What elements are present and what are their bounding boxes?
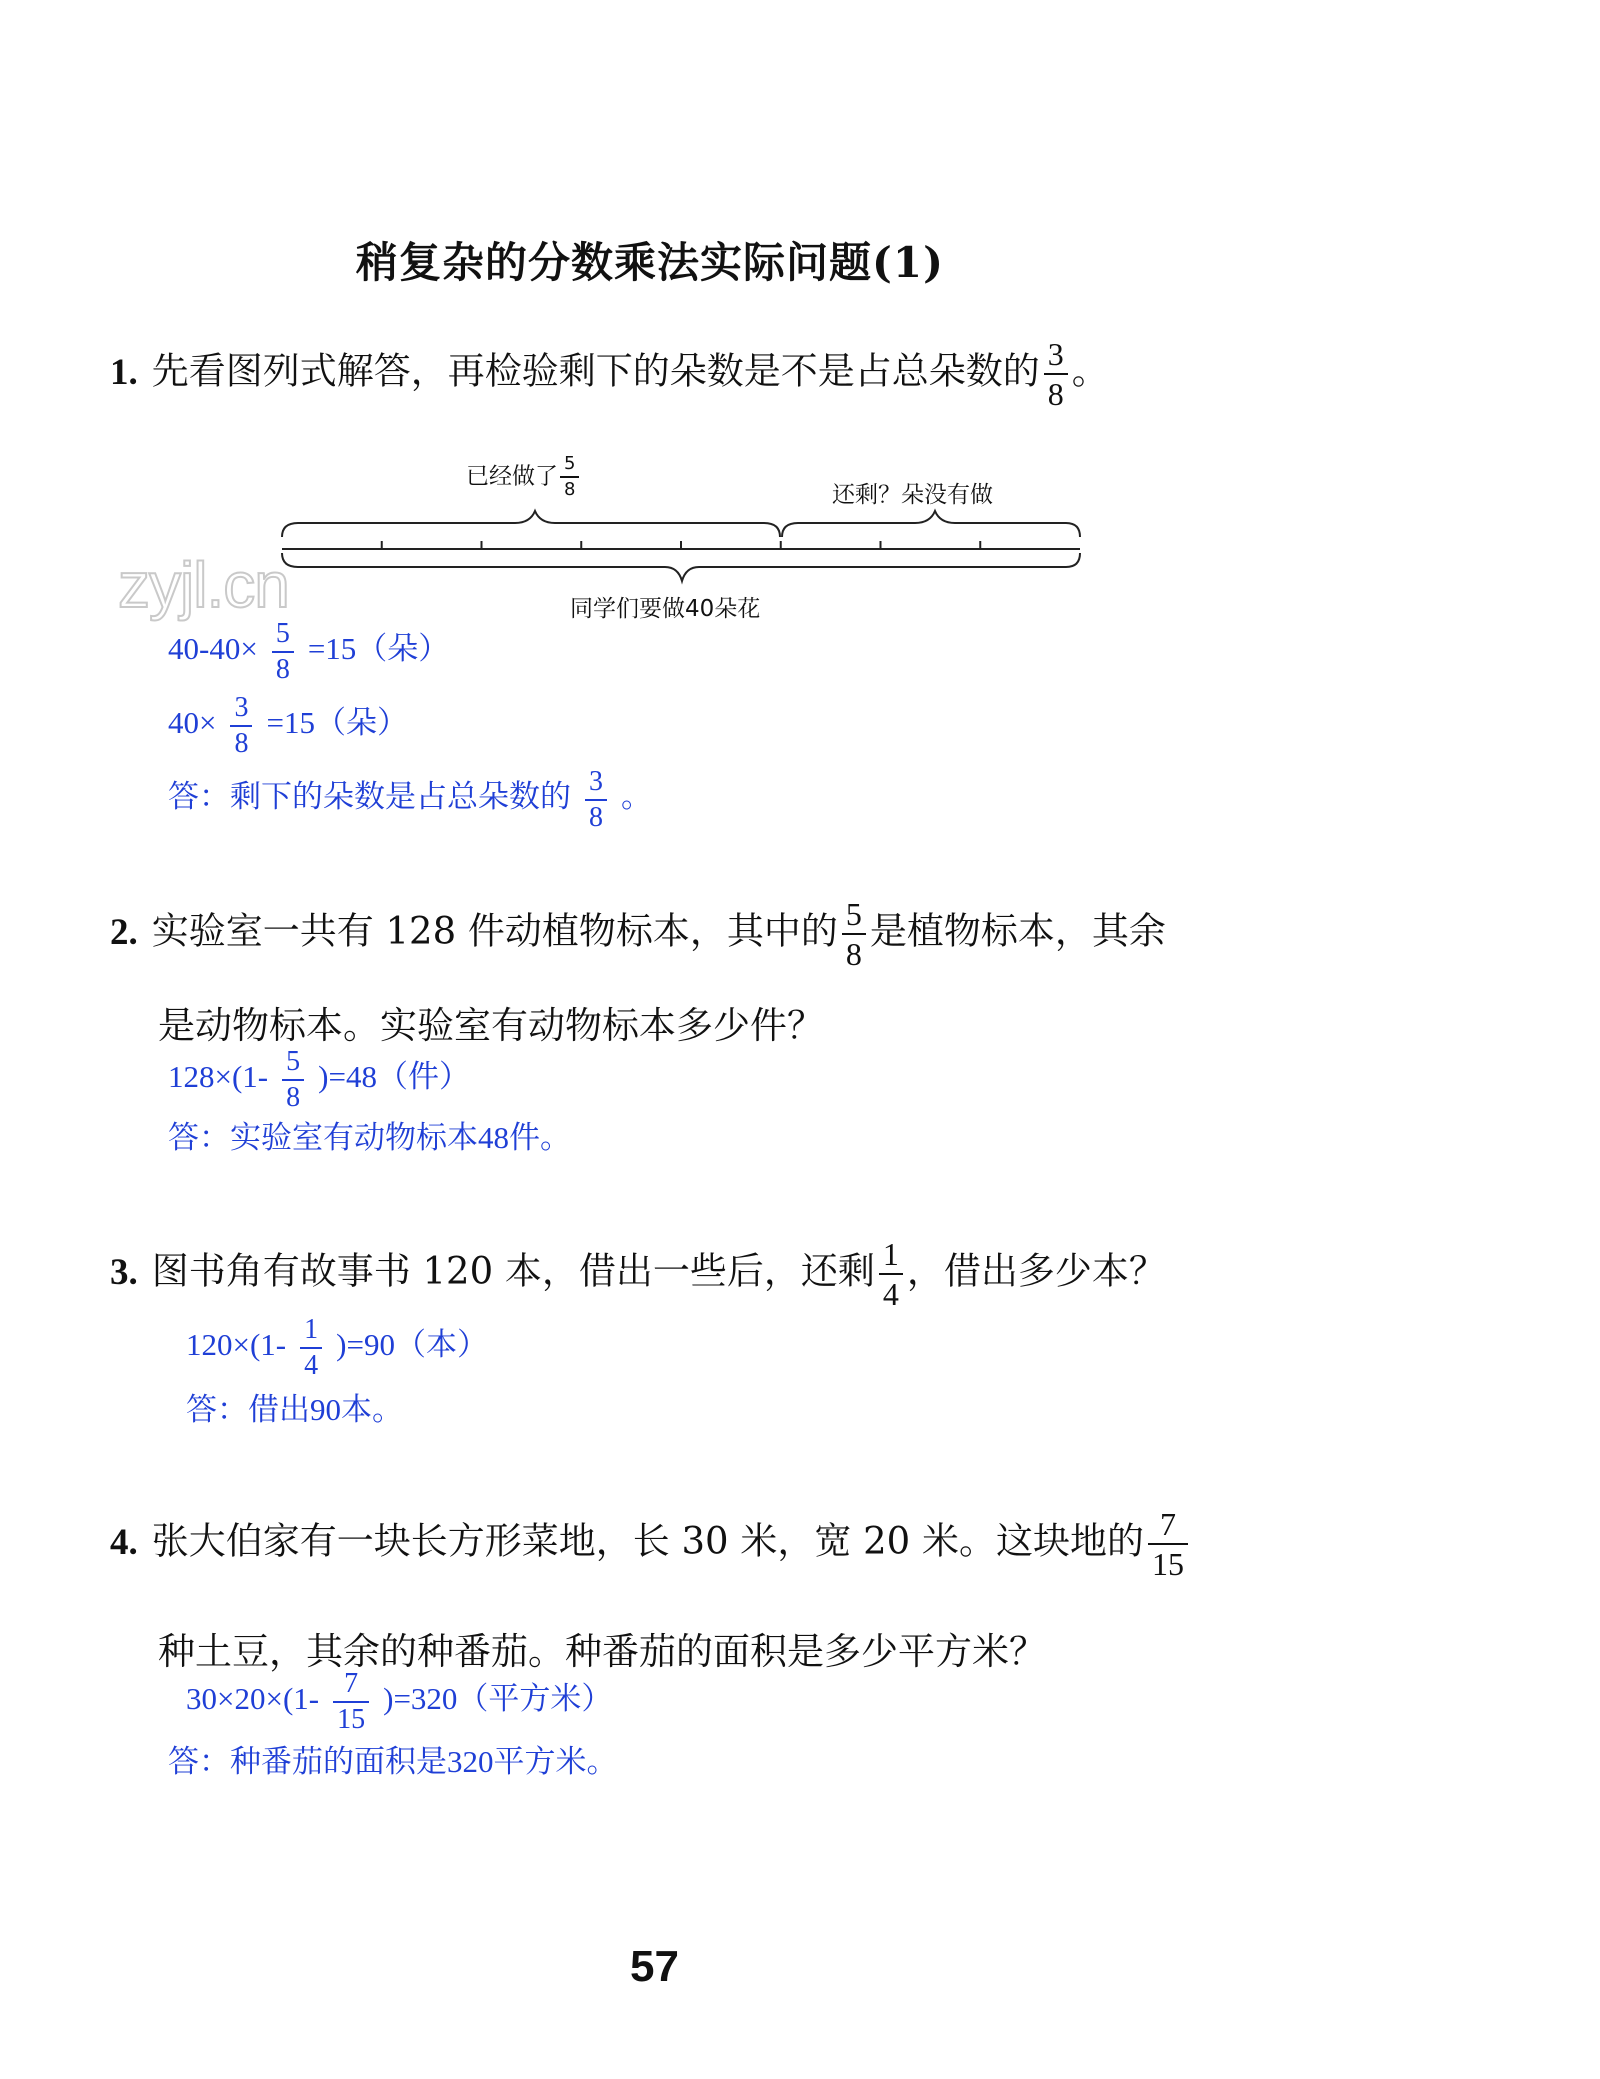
denominator: 15 xyxy=(1151,1546,1184,1582)
question-4-line-2: 种土豆，其余的种番茄。种番茄的面积是多少平方米？ xyxy=(158,1630,1046,1673)
question-number: 3. xyxy=(110,1251,138,1293)
fraction xyxy=(230,694,252,758)
numerator: 1 xyxy=(300,1316,322,1349)
denominator: 8 xyxy=(286,1082,301,1113)
question-text: ，借出多少本？ xyxy=(906,1249,1166,1293)
answer-statement: 答：实验室有动物标本48件。 xyxy=(168,1120,571,1155)
answer-text: 30×20×(1- xyxy=(186,1681,320,1717)
answer-text: =15（朵） xyxy=(266,705,408,741)
answer-text: )=320（平方米） xyxy=(383,1681,613,1717)
answer-text: 。 xyxy=(621,779,652,815)
answer-line xyxy=(186,1670,612,1734)
answer-line xyxy=(168,1048,470,1112)
fraction xyxy=(1044,338,1068,410)
denominator: 8 xyxy=(234,728,249,759)
denominator: 8 xyxy=(845,936,862,972)
fraction xyxy=(272,620,294,684)
numerator: 3 xyxy=(585,768,607,801)
total-brace xyxy=(282,553,1080,581)
question-text: 先看图列式解答，再检验剩下的朵数是不是占总朵数的 xyxy=(151,349,1040,393)
question-text: 图书角有故事书 120 本，借出一些后，还剩 xyxy=(151,1249,875,1293)
denominator: 8 xyxy=(275,654,290,685)
fraction xyxy=(300,1316,322,1380)
fraction xyxy=(333,1670,369,1734)
denominator: 15 xyxy=(337,1704,366,1735)
answer-text: 40-40× xyxy=(168,631,258,667)
question-2 xyxy=(110,898,1166,970)
fraction xyxy=(1148,1508,1188,1580)
numerator: 3 xyxy=(230,694,252,727)
question-number: 2. xyxy=(110,911,138,953)
question-2-line-2: 是动物标本。实验室有动物标本多少件？ xyxy=(158,1004,824,1047)
answer-text: 128×(1- xyxy=(168,1059,269,1095)
question-text: 实验室一共有 128 件动植物标本，其中的 xyxy=(151,909,838,953)
question-number: 4. xyxy=(110,1521,138,1563)
question-1 xyxy=(110,338,1109,410)
page-number: 57 xyxy=(630,1942,679,1991)
question-3 xyxy=(110,1238,1166,1310)
answer-text: )=48（件） xyxy=(318,1059,470,1095)
answer-line xyxy=(186,1316,488,1380)
fraction xyxy=(282,1048,304,1112)
denominator: 8 xyxy=(1047,376,1064,412)
denominator: 8 xyxy=(564,479,576,500)
numerator: 5 xyxy=(842,898,866,935)
page-title: 稍复杂的分数乘法实际问题(1) xyxy=(356,238,944,287)
question-number: 1. xyxy=(110,351,138,393)
fraction xyxy=(879,1238,903,1310)
question-text: 张大伯家有一块长方形菜地，长 30 米，宽 20 米。这块地的 xyxy=(151,1519,1144,1563)
answer-text: 120×(1- xyxy=(186,1327,287,1363)
question-text: 是植物标本，其余 xyxy=(869,909,1166,953)
done-brace xyxy=(282,511,780,537)
numerator: 5 xyxy=(272,620,294,653)
answer-text: 40× xyxy=(168,705,217,741)
diagram-done-label xyxy=(466,455,581,499)
fraction xyxy=(842,898,866,970)
denominator: 4 xyxy=(304,1350,319,1381)
answer-statement xyxy=(168,768,652,832)
diagram-total-label: 同学们要做40朵花 xyxy=(570,596,761,622)
remaining-brace xyxy=(782,511,1080,537)
question-text-end: 。 xyxy=(1071,349,1109,393)
done-label-text: 已经做了 xyxy=(466,463,558,490)
diagram-remaining-label: 还剩？朵没有做 xyxy=(832,482,993,508)
segment-ticks xyxy=(382,541,981,549)
question-4 xyxy=(110,1508,1192,1580)
answer-text: =15（朵） xyxy=(307,631,450,667)
fraction xyxy=(585,768,607,832)
watermark: zyjl.cn xyxy=(118,549,289,621)
numerator: 7 xyxy=(1148,1508,1188,1545)
done-fraction xyxy=(560,455,579,499)
denominator: 4 xyxy=(882,1276,899,1312)
numerator: 7 xyxy=(333,1670,369,1703)
segment-diagram xyxy=(270,505,1090,590)
answer-line xyxy=(168,694,408,758)
answer-statement: 答：种番茄的面积是320平方米。 xyxy=(168,1744,618,1779)
answer-statement: 答：借出90本。 xyxy=(186,1392,403,1427)
numerator: 5 xyxy=(282,1048,304,1081)
answer-text: )=90（本） xyxy=(336,1327,488,1363)
numerator: 5 xyxy=(560,455,579,478)
numerator: 3 xyxy=(1044,338,1068,375)
numerator: 1 xyxy=(879,1238,903,1275)
answer-line xyxy=(168,620,449,684)
answer-text: 答：剩下的朵数是占总朵数的 xyxy=(168,779,571,815)
denominator: 8 xyxy=(589,802,603,833)
